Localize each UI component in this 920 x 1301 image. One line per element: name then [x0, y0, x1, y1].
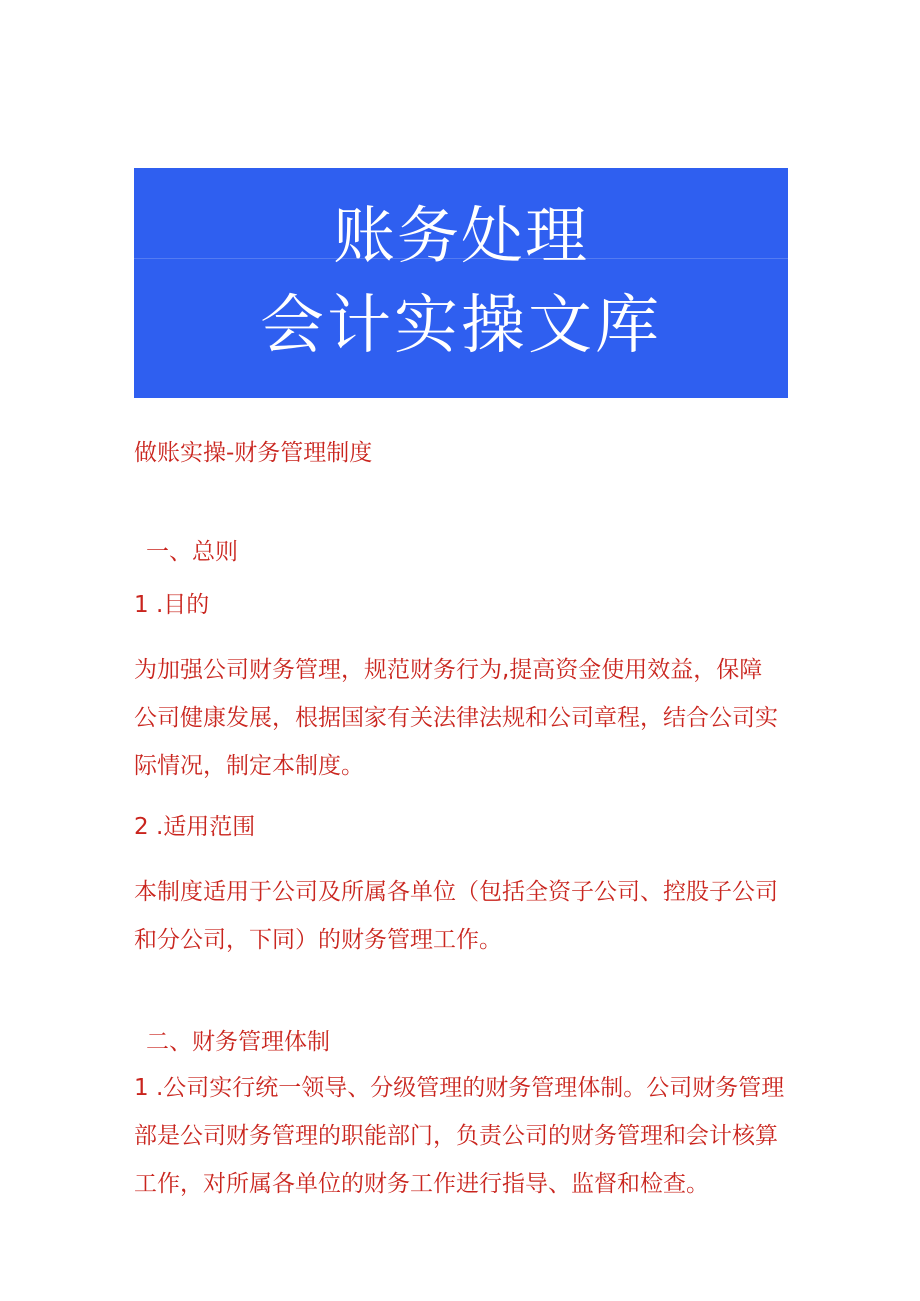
paragraph-line: 工作，对所属各单位的财务工作进行指导、监督和检查。	[134, 1171, 709, 1197]
paragraph-line: 际情况，制定本制度。	[134, 753, 364, 779]
title-banner	[134, 168, 788, 398]
subsection-heading-purpose: 1 .目的	[134, 592, 210, 618]
paragraph-line: 和分公司，下同）的财务管理工作。	[134, 927, 502, 953]
banner-divider	[134, 258, 788, 259]
document-title: 做账实操-财务管理制度	[134, 440, 373, 466]
paragraph-line: 部是公司财务管理的职能部门，负责公司的财务管理和会计核算	[134, 1123, 778, 1149]
section-heading-general: 一、总则	[146, 539, 238, 565]
banner-title-line1: 账务处理	[332, 199, 589, 272]
section-heading-management-system: 二、财务管理体制	[146, 1029, 330, 1055]
paragraph-line: 公司健康发展，根据国家有关法律法规和公司章程，结合公司实	[134, 705, 778, 731]
paragraph-purpose	[134, 646, 790, 790]
paragraph-line: 1 .公司实行统一领导、分级管理的财务管理体制。公司财务管理	[134, 1075, 785, 1101]
paragraph-line: 本制度适用于公司及所属各单位（包括全资子公司、控股子公司	[134, 879, 778, 905]
paragraph-management-system	[134, 1064, 790, 1208]
paragraph-scope	[134, 868, 790, 964]
subsection-heading-scope: 2 .适用范围	[134, 814, 256, 840]
paragraph-line: 为加强公司财务管理，规范财务行为,提高资金使用效益，保障	[134, 657, 763, 683]
banner-title-line2: 会计实操文库	[260, 289, 662, 363]
